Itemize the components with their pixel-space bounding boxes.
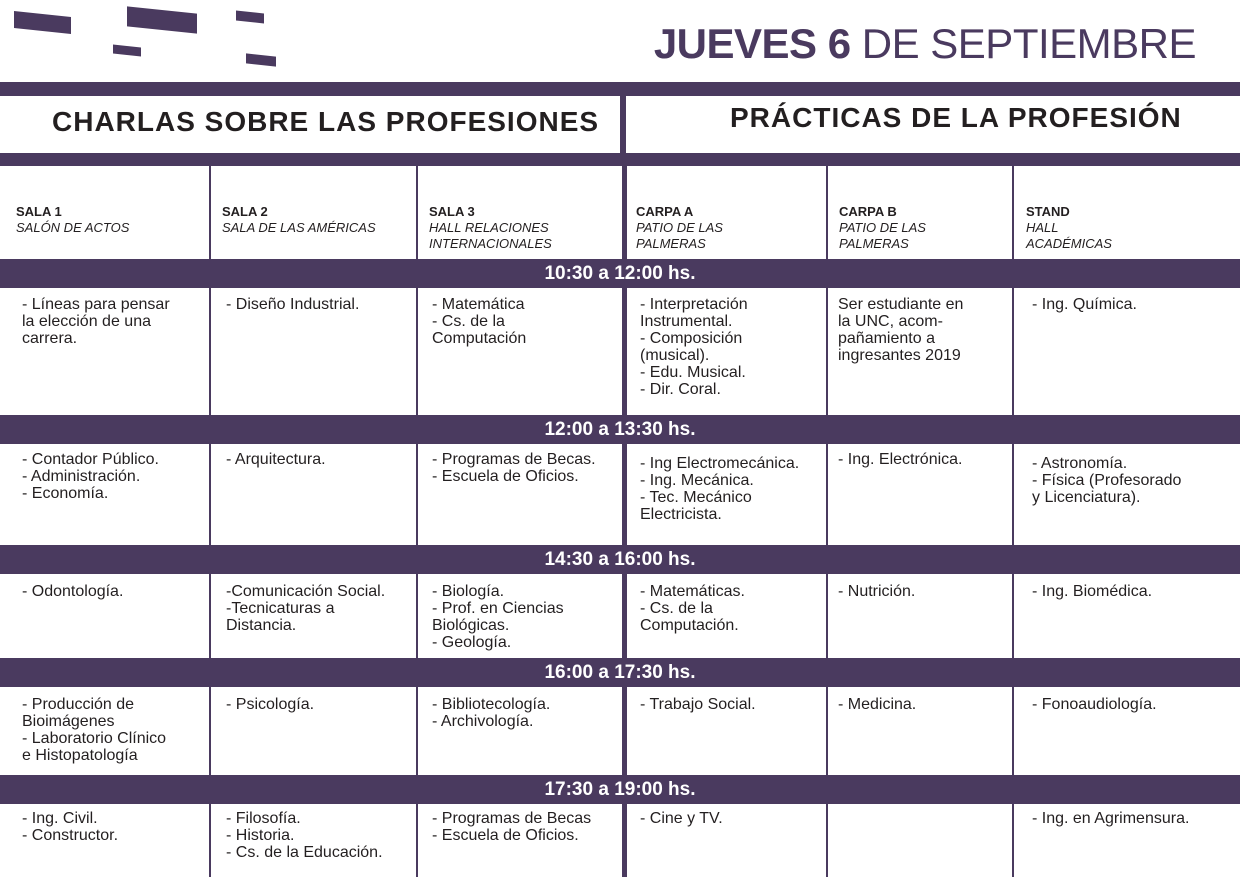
- column-header-location: SALA DE LAS AMÉRICAS: [222, 220, 376, 235]
- schedule-cell: - Ing. Biomédica.: [1032, 583, 1153, 600]
- column-header-name: SALA 3: [429, 204, 475, 219]
- schedule-cell: - Arquitectura.: [226, 451, 326, 468]
- column-header-location: PATIO DE LAS PALMERAS: [839, 220, 926, 251]
- column-header-name: SALA 2: [222, 204, 268, 219]
- column-header: [636, 204, 723, 252]
- schedule-cell: - Contador Público. - Administración. - Economía.: [22, 451, 159, 502]
- section-title-charlas: CHARLAS SOBRE LAS PROFESIONES: [52, 106, 600, 137]
- schedule-cell: - Ing. Química.: [1032, 296, 1137, 313]
- column-header-name: SALA 1: [16, 204, 62, 219]
- schedule-cell: - Matemática - Cs. de la Computación: [432, 296, 527, 347]
- schedule-cell: - Psicología.: [226, 696, 315, 713]
- schedule-cell: - Matemáticas. - Cs. de la Computación.: [640, 583, 745, 634]
- schedule-cell: - Bibliotecología. - Archivología.: [432, 696, 551, 730]
- schedule-cell: - Odontología.: [22, 583, 124, 600]
- schedule-cell: - Ing Electromecánica. - Ing. Mecánica. - Tec. Mecánico Electricista.: [640, 455, 800, 523]
- schedule-cell: Ser estudiante en la UNC, acom- pañamiento a ingresantes 2019: [838, 296, 964, 364]
- schedule-cell: - Nutrición.: [838, 583, 916, 600]
- time-slot-band: 14:30 a 16:00 hs.: [0, 545, 1240, 574]
- column-header-location: PATIO DE LAS PALMERAS: [636, 220, 723, 251]
- column-header-name: STAND: [1026, 204, 1070, 219]
- column-header-name: CARPA A: [636, 204, 694, 219]
- column-header: [839, 204, 926, 252]
- schedule-cell: -Comunicación Social. -Tecnicaturas a Distancia.: [226, 583, 386, 634]
- column-header: [16, 204, 129, 236]
- schedule-cell: - Medicina.: [838, 696, 917, 713]
- section-divider: [620, 82, 626, 166]
- schedule-cell: - Cine y TV.: [640, 810, 723, 827]
- column-header: [1026, 204, 1112, 252]
- schedule-cell: - Ing. en Agrimensura.: [1032, 810, 1190, 827]
- schedule-cell: - Biología. - Prof. en Ciencias Biológicas. - Geología.: [432, 583, 564, 651]
- column-header: [222, 204, 376, 236]
- schedule-cell: - Ing. Electrónica.: [838, 451, 963, 468]
- schedule-cell: - Producción de Bioimágenes - Laboratorio Clínico e Histopatología: [22, 696, 167, 764]
- column-header-location: SALÓN DE ACTOS: [16, 220, 130, 235]
- schedule-cell: - Programas de Becas. - Escuela de Oficios.: [432, 451, 596, 485]
- schedule-cell: - Ing. Civil. - Constructor.: [22, 810, 119, 844]
- schedule-cell: - Líneas para pensar la elección de una carrera.: [22, 296, 170, 347]
- column-header-name: CARPA B: [839, 204, 897, 219]
- schedule-cell: - Trabajo Social.: [640, 696, 756, 713]
- schedule-cell: - Programas de Becas - Escuela de Oficios.: [432, 810, 592, 844]
- schedule-cell: - Filosofía. - Historia. - Cs. de la Educación.: [226, 810, 383, 861]
- schedule-cell: - Interpretación Instrumental. - Composición (musical). - Edu. Musical. - Dir. Coral.: [640, 296, 748, 398]
- column-header-location: HALL RELACIONES INTERNACIONALES: [429, 220, 552, 251]
- page-title: JUEVES 6 DE SEPTIEMBRE: [653, 20, 1196, 67]
- schedule-cell: - Diseño Industrial.: [226, 296, 360, 313]
- section-title-practicas: PRÁCTICAS DE LA PROFESIÓN: [730, 102, 1182, 133]
- schedule-cell: - Fonoaudiología.: [1032, 696, 1157, 713]
- schedule-cell: - Astronomía. - Física (Profesorado y Licenciatura).: [1032, 455, 1182, 506]
- time-slot-band: 10:30 a 12:00 hs.: [0, 259, 1240, 288]
- time-slot-band: 12:00 a 13:30 hs.: [0, 415, 1240, 444]
- column-header-location: HALL ACADÉMICAS: [1026, 220, 1112, 251]
- time-slot-band: 16:00 a 17:30 hs.: [0, 658, 1240, 687]
- time-slot-band: 17:30 a 19:00 hs.: [0, 775, 1240, 804]
- column-header: [429, 204, 552, 252]
